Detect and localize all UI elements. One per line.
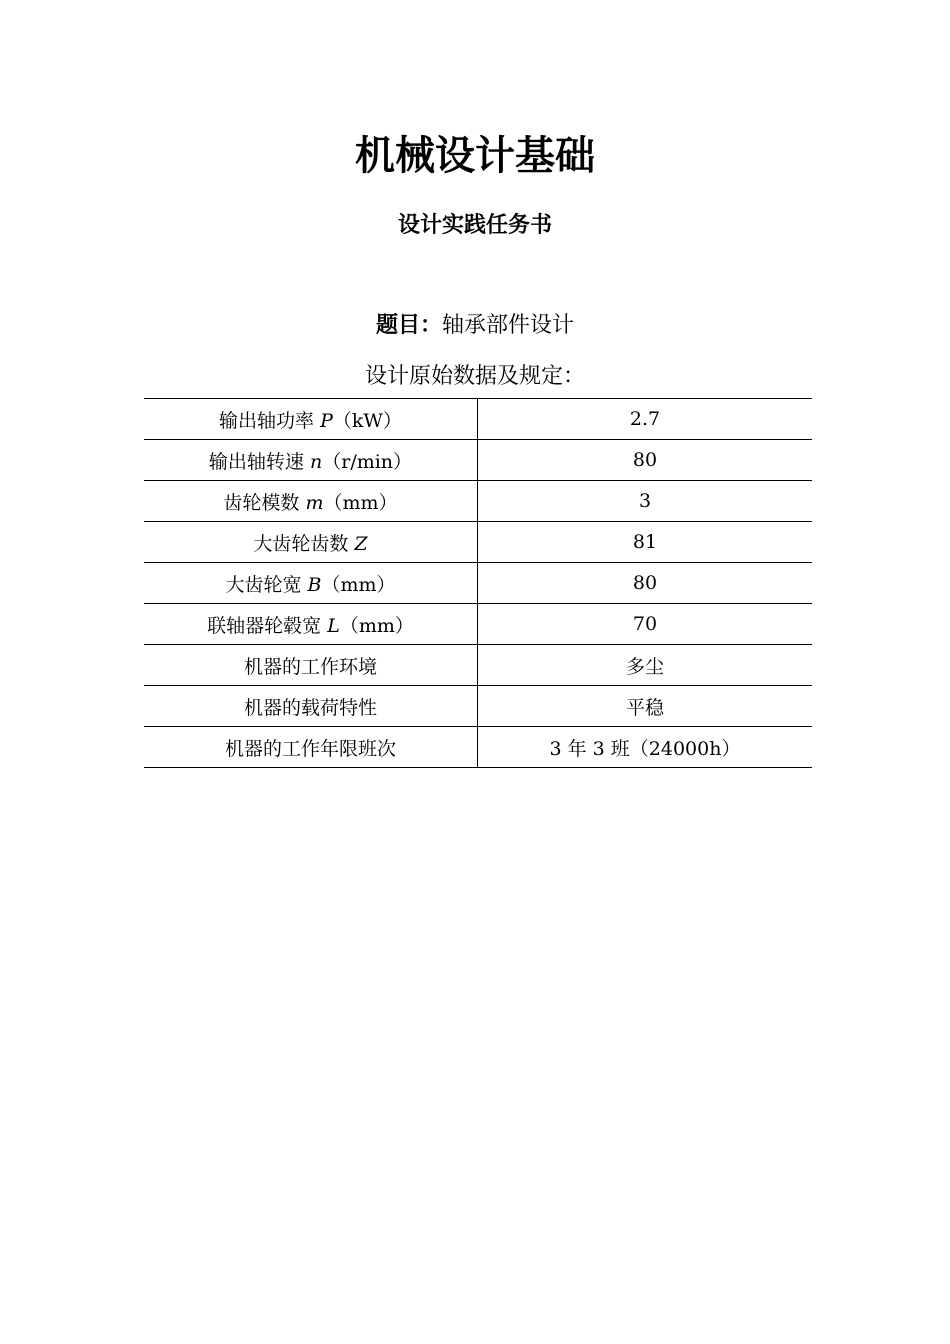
parameters-table: [144, 398, 812, 768]
table-row: [144, 604, 812, 645]
param-name: 大齿轮齿数: [253, 532, 349, 555]
param-name: 输出轴转速: [208, 450, 304, 473]
document-subtitle: 设计实践任务书: [397, 213, 552, 238]
param-name: 机器的载荷特性: [243, 696, 377, 719]
document-title: 机械设计基础: [355, 133, 595, 179]
table-row: [144, 522, 812, 563]
topic-label: 题目：: [375, 313, 442, 338]
table-row: [144, 727, 812, 768]
param-name: 机器的工作环境: [243, 655, 377, 678]
table-row: [144, 645, 812, 686]
param-unit: （mm）: [339, 614, 414, 637]
param-name-cell: [144, 727, 478, 768]
param-name-cell: [144, 440, 478, 481]
topic-line: [0, 310, 950, 342]
table-row: [144, 563, 812, 604]
table-row: [144, 440, 812, 481]
table-row: [144, 481, 812, 522]
param-name-cell: [144, 399, 478, 440]
table-row: [144, 686, 812, 727]
param-name-cell: [144, 686, 478, 727]
param-symbol: B: [307, 573, 322, 596]
param-unit: （mm）: [321, 573, 396, 596]
param-name: 大齿轮宽: [225, 573, 302, 596]
param-name: 输出轴功率: [219, 409, 315, 432]
table-row: [144, 399, 812, 440]
param-value: 81: [478, 522, 813, 563]
param-symbol: P: [320, 409, 333, 432]
param-name: 联轴器轮毂宽: [207, 614, 322, 637]
param-value: 多尘: [478, 645, 813, 686]
param-unit: （kW）: [332, 409, 402, 432]
param-symbol: Z: [354, 532, 368, 555]
param-symbol: m: [305, 491, 324, 514]
param-name-cell: [144, 522, 478, 563]
param-name-cell: [144, 481, 478, 522]
param-value: 3 年 3 班（24000h）: [478, 727, 813, 768]
param-value: 3: [478, 481, 813, 522]
param-name-cell: [144, 645, 478, 686]
param-unit: （r/min）: [322, 450, 413, 473]
param-name-cell: [144, 563, 478, 604]
param-name: 齿轮模数: [223, 491, 300, 514]
param-symbol: L: [327, 614, 340, 637]
topic-value: 轴承部件设计: [442, 313, 575, 338]
param-value: 80: [478, 440, 813, 481]
param-value: 80: [478, 563, 813, 604]
param-symbol: n: [309, 450, 323, 473]
param-name-cell: [144, 604, 478, 645]
param-value: 平稳: [478, 686, 813, 727]
param-value: 2.7: [478, 399, 813, 440]
data-heading: 设计原始数据及规定：: [364, 364, 585, 389]
param-name: 机器的工作年限班次: [224, 737, 396, 760]
param-unit: （mm）: [323, 491, 398, 514]
param-value: 70: [478, 604, 813, 645]
